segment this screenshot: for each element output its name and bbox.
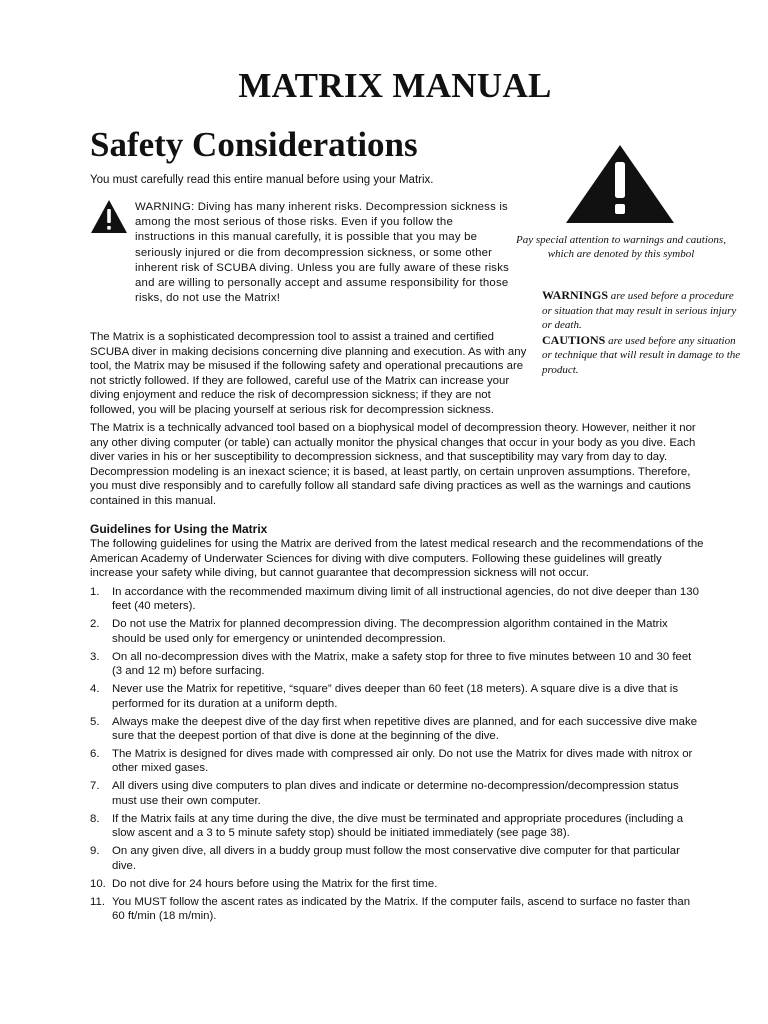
list-item-number: 5. bbox=[90, 715, 100, 728]
list-item-text: In accordance with the recommended maximum diving limit of all instructional agencies, do not dive deeper than 130 feet (40 meters). bbox=[112, 586, 699, 613]
list-item-text: Always make the deepest dive of the day first when repetitive dives are planned, and for each successive dive make sure that the deepest portion of that dive is done at the beginning of the dive. bbox=[112, 715, 698, 743]
list-item-number: 11. bbox=[90, 895, 105, 908]
body-paragraph: The Matrix is a technically advanced tool based on a biophysical model of decompression theory. However, neither it nor any other diving computer (or table) can actually monitor the physical changes that occur in your body as you dive. Each diver varies in his or her susceptibility to decompression sickness, and that susceptibility may vary from day to day. Decompression modeling is an inexact science; it is based, at least partly, on certain unproven assumptions. Therefore, you must dive responsibly and to carefully follow all standard safe diving practices as well as the warnings and cautions contained in this manual. bbox=[90, 422, 696, 507]
list-item bbox=[90, 812, 704, 841]
body-paragraph: The Matrix is a sophisticated decompression tool to assist a trained and certified SCUBA diver in making decisions concerning dive planning and execution. As with any tool, the Matrix may be misused if the following safety and operational precautions are not strictly followed. If they are followed, careful use of the Matrix can increase your diving enjoyment and reduce the risk of decompression sickness; if they are not followed, you will be placing yourself at serious risk for decompression sickness. bbox=[90, 331, 527, 416]
list-item-number: 9. bbox=[90, 845, 100, 858]
list-item-number: 8. bbox=[90, 812, 100, 825]
list-item-number: 4. bbox=[90, 683, 100, 696]
section-title: Safety Considerations bbox=[90, 125, 418, 164]
side-notes bbox=[542, 288, 742, 377]
list-item-text: The Matrix is designed for dives made with compressed air only. Do not use the Matrix for dives made with nitrox or other mixed gases. bbox=[112, 748, 693, 775]
list-item-text: On any given dive, all divers in a buddy group must follow the most conservative dive computer for that particular dive. bbox=[112, 845, 680, 872]
list-item-number: 10. bbox=[90, 877, 106, 890]
warnings-note bbox=[542, 288, 742, 333]
list-item-number: 1. bbox=[90, 586, 100, 598]
list-item bbox=[90, 844, 704, 873]
list-item bbox=[90, 895, 704, 924]
list-item bbox=[90, 715, 704, 744]
symbol-caption: Pay special attention to warnings and cautions, which are denoted by this symbol bbox=[516, 234, 726, 260]
list-item-text: If the Matrix fails at any time during the dive, the dive must be terminated and appropriate procedures (including a slow ascent and a 3 to 5 minute safety stop) should be initiated immediately (see page 38). bbox=[112, 812, 684, 840]
warning-triangle-icon bbox=[565, 144, 675, 224]
list-item bbox=[90, 617, 704, 646]
cautions-note bbox=[542, 333, 742, 378]
list-item-text: Never use the Matrix for repetitive, “square” dives deeper than 60 feet (18 meters). A square dive is a dive that is performed for its duration at a uniform depth. bbox=[112, 683, 679, 710]
warnings-term: WARNINGS bbox=[542, 288, 609, 302]
list-item-number: 6. bbox=[90, 748, 100, 761]
list-item-number: 7. bbox=[90, 780, 100, 793]
guidelines-list bbox=[90, 585, 704, 927]
cautions-term: CAUTIONS bbox=[542, 332, 606, 347]
document-title: MATRIX MANUAL bbox=[238, 66, 552, 105]
guidelines-heading: Guidelines for Using the Matrix bbox=[90, 522, 268, 536]
list-item-text: Do not use the Matrix for planned decompression diving. The decompression algorithm contained in the Matrix should be used only for emergency or unintended decompression. bbox=[112, 618, 668, 645]
list-item-text: All divers using dive computers to plan dives and indicate or determine no-decompression/decompression status must use their own computer. bbox=[112, 780, 679, 807]
warning-triangle-icon bbox=[90, 199, 128, 234]
guidelines-intro: The following guidelines for using the Matrix are derived from the latest medical research and the recommendations of the American Academy of Underwater Sciences for diving with dive computers. Following these guidelines will greatly increase your safety while diving, but cannot guarantee that decompression sickness will not occur. bbox=[90, 538, 704, 580]
list-item bbox=[90, 650, 704, 679]
intro-text: You must carefully read this entire manual before using your Matrix. bbox=[90, 174, 434, 186]
list-item bbox=[90, 877, 704, 891]
list-item-number: 3. bbox=[90, 650, 100, 663]
list-item bbox=[90, 747, 704, 776]
warning-text: WARNING: Diving has many inherent risks. Decompression sickness is among the most serious of those risks. Even if you follow the instructions in this manual carefully, it is possible that you may be seriously injured or die from decompression sickness, or some other inherent risk of SCUBA diving. Unless you are fully aware of these risks and are willing to personally accept and assume responsibility for those risks, do not use the Matrix! bbox=[135, 201, 509, 305]
list-item-text: On all no-decompression dives with the Matrix, make a safety stop for three to five minutes between 10 and 30 feet (3 and 12 m) before surfacing. bbox=[112, 650, 692, 678]
list-item bbox=[90, 682, 704, 711]
list-item-text: You MUST follow the ascent rates as indicated by the Matrix. If the computer fails, ascend to surface no faster than 60 ft/min (18 m/min). bbox=[112, 895, 691, 923]
list-item-text: Do not dive for 24 hours before using the Matrix for the first time. bbox=[112, 877, 438, 890]
warnings-description: are used before a procedure or situation that may result in serious injury or death. bbox=[542, 290, 737, 331]
list-item-number: 2. bbox=[90, 618, 100, 631]
list-item bbox=[90, 779, 704, 808]
cautions-description: are used before any situation or technique that will result in damage to the product. bbox=[542, 334, 741, 376]
list-item bbox=[90, 585, 704, 614]
